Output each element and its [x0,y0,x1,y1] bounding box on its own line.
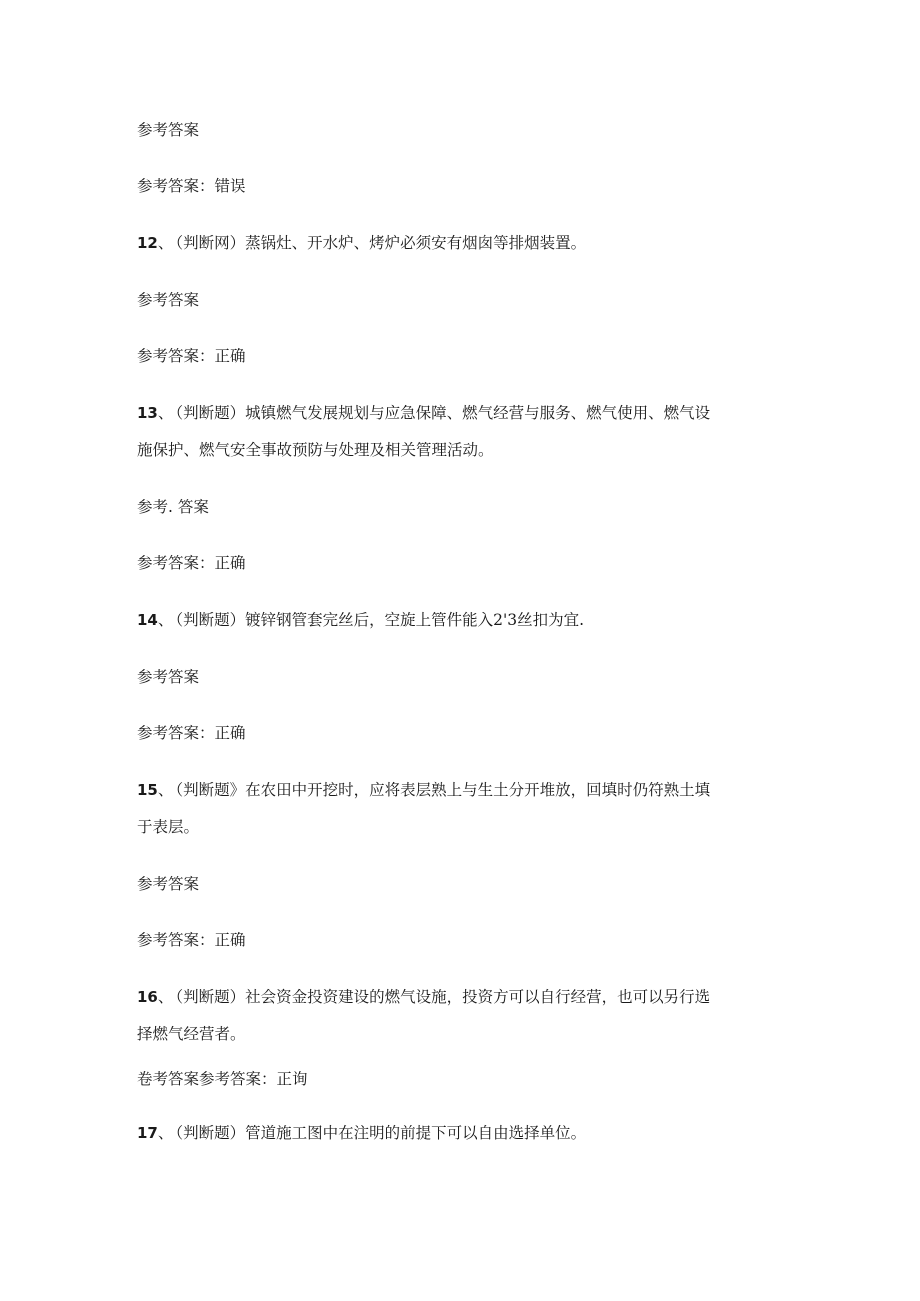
reference-answer: 参考答案：正确 [137,347,246,365]
question-text: （判断题》在农田中开挖时，应将表层熟上与生土分开堆放，回填时仍符熟土填 [175,781,711,799]
question-13-continuation: 施保护、燃气安全事故预防与处理及相关管理活动。 [137,441,494,459]
question-number: 13 [137,404,158,422]
question-15 [137,779,787,801]
question-text: （判断题）镀锌钢管套完丝后，空旋上管件能入2'3丝扣为宜. [175,611,585,629]
question-separator: 、 [157,988,174,1006]
reference-answer-label: 参考答案 [137,291,200,309]
question-number: 15 [137,781,158,799]
reference-answer-label: 参考. 答案 [137,498,209,516]
question-13 [137,402,787,424]
reference-answer: 参考答案：正确 [137,554,246,572]
question-number: 14 [137,611,158,629]
question-16 [137,986,787,1008]
question-17 [137,1122,787,1144]
question-text: （判断题）社会资金投资建设的燃气设施，投资方可以自行经营，也可以另行选 [175,988,711,1006]
reference-answer-label: 参考答案 [137,668,200,686]
question-text: （判断网）蒸锅灶、开水炉、烤炉必须安有烟囱等排烟装置。 [175,234,587,252]
question-separator: 、 [157,611,174,629]
reference-answer: 参考答案：正确 [137,724,246,742]
reference-answer-label: 参考答案 [137,121,200,139]
question-15-continuation: 于表层。 [137,818,200,836]
reference-answer: 卷考答案参考答案：正询 [137,1070,308,1088]
question-text: （判断题）城镇燃气发展规划与应急保障、燃气经营与服务、燃气使用、燃气设 [175,404,711,422]
question-12 [137,232,787,254]
question-separator: 、 [157,1124,174,1142]
question-14 [137,609,787,631]
reference-answer: 参考答案：正确 [137,931,246,949]
question-separator: 、 [157,781,174,799]
question-number: 12 [137,234,158,252]
question-number: 16 [137,988,158,1006]
reference-answer-label: 参考答案 [137,875,200,893]
reference-answer: 参考答案：错误 [137,177,246,195]
question-separator: 、 [157,404,174,422]
question-separator: 、 [157,234,174,252]
question-text: （判断题）管道施工图中在注明的前提下可以自由选择单位。 [175,1124,587,1142]
question-16-continuation: 择燃气经营者。 [137,1025,246,1043]
question-number: 17 [137,1124,158,1142]
